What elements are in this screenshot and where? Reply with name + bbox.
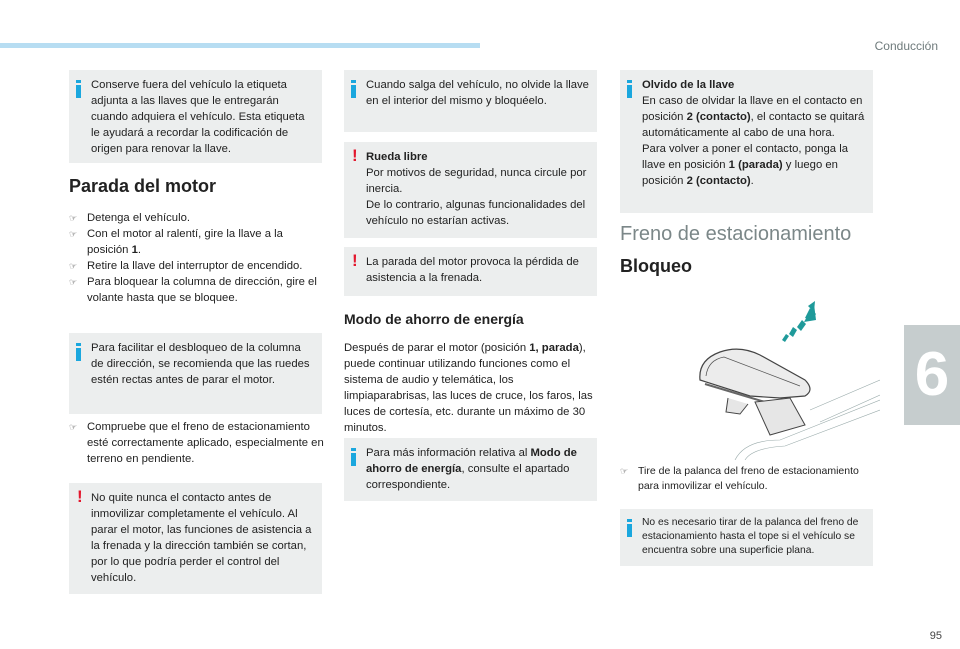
info-title: Olvido de la llave: [642, 79, 735, 91]
hand-bullet-icon: ☞: [69, 213, 78, 223]
page-number: 95: [929, 630, 942, 642]
warning-text: No quite nunca el contacto antes de inmovilizar completamente el vehículo. Al parar el motor, las funciones de asistencia a la frenada y la dirección también se cortan, por lo que podría perder el control del vehículo.: [91, 492, 312, 584]
pull-lever-step: [620, 464, 878, 494]
warning-box-braking: [344, 247, 597, 296]
hand-bullet-icon: ☞: [69, 229, 78, 239]
heading-parking-brake: Freno de estacionamiento: [620, 223, 852, 245]
warning-box-contact: [69, 483, 322, 594]
pull-arrow-icon: [782, 301, 816, 342]
section-title: Conducción: [874, 39, 938, 53]
info-box-key: [344, 70, 597, 132]
list-item: ☞ Con el motor al ralentí, gire la llave a la posición 1.: [69, 228, 283, 256]
info-text: No es necesario tirar de la palanca del freno de estacionamiento hasta el tope si el vehículo se encuentra sobre una superficie plana.: [642, 517, 859, 556]
warning-icon: !: [352, 251, 358, 270]
warning-text: De lo contrario, algunas funcionalidades del vehículo no estarían activas.: [366, 199, 586, 227]
hand-bullet-icon: ☞: [69, 422, 78, 432]
heading-bloqueo: Bloqueo: [620, 256, 692, 276]
warning-text: La parada del motor provoca la pérdida de asistencia a la frenada.: [366, 256, 579, 284]
check-brake: [69, 419, 324, 467]
parking-brake-illustration: [690, 300, 880, 460]
heading-energy-saving: Modo de ahorro de energía: [344, 311, 524, 327]
info-text: Conserve fuera del vehículo la etiqueta adjunta a las llaves que le entregarán cuando adquiera el vehículo. Esta etiqueta le ayudará a recordar la codificación de origen para renovar la llave.: [91, 79, 305, 155]
energy-paragraph: Después de parar el motor (posición 1, parada), puede continuar utilizando funciones como el sistema de audio y telemática, los limpiaparabrisas, las luces de cruce, los faros, las luces de cortesía, etc. durante un máximo de 30 minutos.: [344, 342, 593, 434]
info-box-steering: [69, 333, 322, 414]
info-box-energy: [344, 438, 597, 501]
info-box-forgotten-key: [620, 70, 873, 213]
list-item: ☞ Detenga el vehículo.: [69, 212, 190, 224]
hand-bullet-icon: ☞: [69, 261, 78, 271]
chapter-tab: 6: [904, 325, 960, 425]
warning-icon: !: [352, 146, 358, 165]
list-item: ☞ Tire de la palanca del freno de estacionamiento para inmovilizar el vehículo.: [620, 465, 859, 492]
hand-bullet-icon: ☞: [69, 277, 78, 287]
info-box-flat-surface: [620, 509, 873, 566]
header-bar: [0, 43, 480, 48]
list-item: ☞ Retire la llave del interruptor de encendido.: [69, 260, 303, 272]
heading-parada-motor: Parada del motor: [69, 176, 217, 196]
warning-icon: !: [77, 487, 83, 506]
stop-steps: [69, 210, 324, 306]
warning-box-rueda-libre: [344, 142, 597, 238]
info-box-label: [69, 70, 322, 163]
info-text: Para volver a poner el contacto, ponga la llave en posición 1 (parada) y luego en posición 2 (contacto).: [642, 143, 848, 187]
info-text: Cuando salga del vehículo, no olvide la llave en el interior del mismo y bloquéelo.: [366, 79, 589, 107]
warning-text: Por motivos de seguridad, nunca circule por inercia.: [366, 167, 587, 195]
list-item: ☞ Compruebe que el freno de estacionamiento esté correctamente aplicado, especialmente en terreno en pendiente.: [69, 421, 324, 465]
list-item: ☞ Para bloquear la columna de dirección, gire el volante hasta que se bloquee.: [69, 276, 317, 304]
hand-bullet-icon: ☞: [620, 466, 629, 476]
info-text: En caso de olvidar la llave en el contacto en posición 2 (contacto), el contacto se quitará automáticamente al cabo de una hora.: [642, 95, 865, 139]
info-text: Para más información relativa al Modo de ahorro de energía, consulte el apartado correspondiente.: [366, 447, 577, 491]
info-text: Para facilitar el desbloqueo de la columna de dirección, se recomienda que las ruedes estén rectas antes de parar el motor.: [91, 342, 310, 386]
warning-title: Rueda libre: [366, 151, 428, 163]
